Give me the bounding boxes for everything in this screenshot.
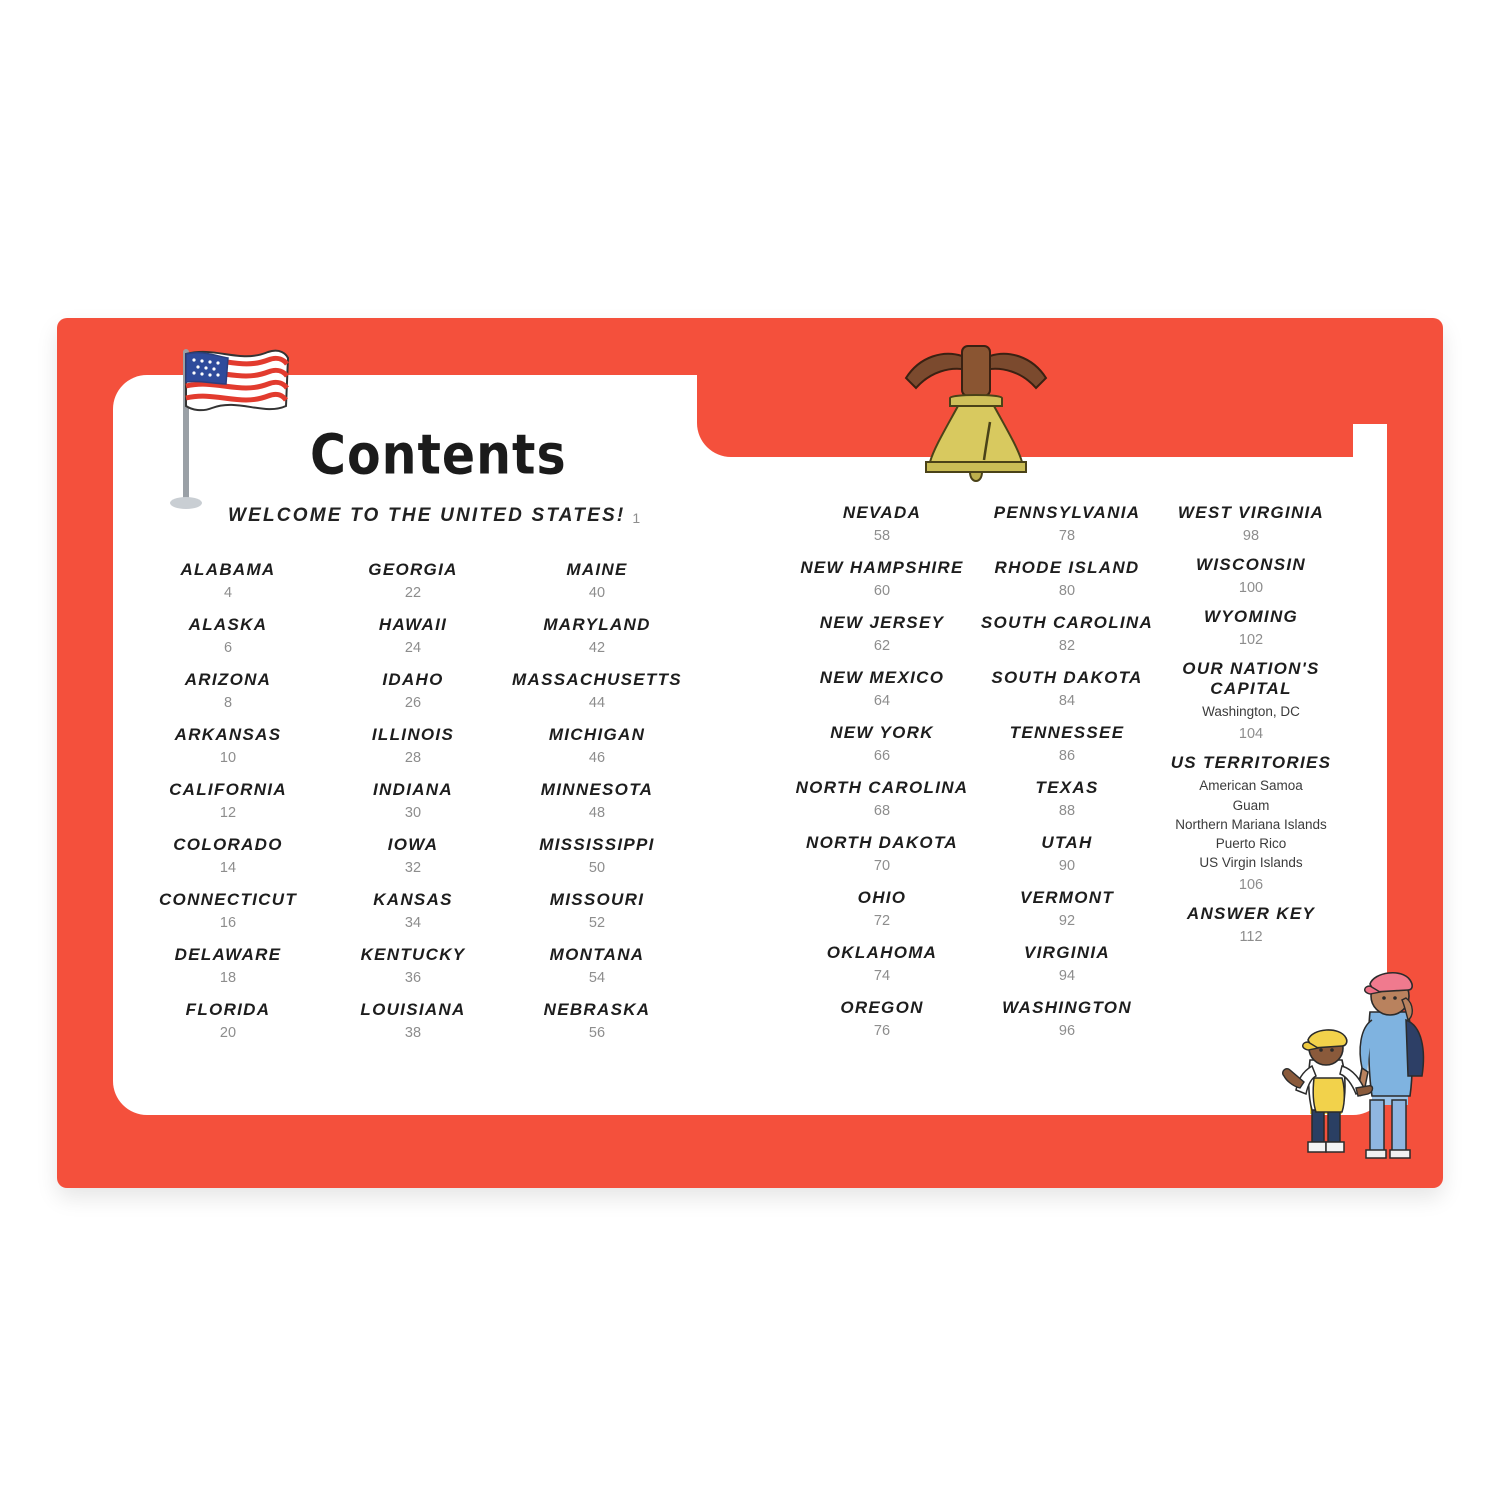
contents-entry-page-number: 28 bbox=[404, 750, 422, 767]
contents-entry-page-number: 4 bbox=[223, 585, 233, 602]
contents-entry-title: PENNSYLVANIA bbox=[993, 503, 1141, 522]
contents-entry[interactable] bbox=[782, 888, 982, 929]
contents-entry[interactable] bbox=[128, 615, 328, 656]
contents-entry-page-number: 84 bbox=[1058, 693, 1076, 710]
contents-entry[interactable] bbox=[128, 670, 328, 711]
contents-entry-page-number: 88 bbox=[1058, 803, 1076, 820]
contents-entry[interactable] bbox=[128, 780, 328, 821]
contents-entry-page-number: 72 bbox=[873, 913, 891, 930]
contents-entry[interactable] bbox=[782, 558, 982, 599]
contents-column-6 bbox=[1151, 503, 1351, 956]
contents-entry-page-number: 42 bbox=[588, 640, 606, 657]
contents-entry-subitems: Washington, DC bbox=[1202, 704, 1300, 720]
contents-entry-title: ANSWER KEY bbox=[1186, 904, 1316, 924]
contents-entry[interactable] bbox=[1151, 753, 1351, 893]
contents-entry-subitems: American Samoa Guam Northern Mariana Islands Puerto Rico US Virgin Islands bbox=[1175, 778, 1327, 871]
contents-entry[interactable] bbox=[1151, 503, 1351, 544]
contents-entry-title: NEW JERSEY bbox=[819, 613, 945, 633]
contents-entry[interactable] bbox=[313, 560, 513, 601]
contents-entry-title: TENNESSEE bbox=[1009, 723, 1125, 743]
contents-entry[interactable] bbox=[782, 833, 982, 874]
contents-entry-page-number: 12 bbox=[219, 805, 237, 822]
contents-entry-title: LOUISIANA bbox=[360, 1000, 466, 1020]
contents-entry-title: NEW YORK bbox=[830, 723, 934, 743]
contents-entry-page-number: 82 bbox=[1058, 638, 1076, 655]
contents-entry-page-number: 112 bbox=[1239, 929, 1263, 946]
contents-entry-title: COLORADO bbox=[173, 835, 283, 855]
contents-entry-title: NEVADA bbox=[842, 503, 922, 522]
contents-entry-title: MICHIGAN bbox=[548, 725, 646, 745]
contents-entry-title: US TERRITORIES bbox=[1170, 753, 1332, 773]
contents-entry-page-number: 30 bbox=[404, 805, 422, 822]
contents-entry-page-number: 48 bbox=[588, 805, 606, 822]
contents-entry-title: WEST VIRGINIA bbox=[1177, 503, 1325, 522]
contents-entry[interactable] bbox=[967, 503, 1167, 544]
contents-entry-page-number: 46 bbox=[588, 750, 606, 767]
contents-entry-page-number: 16 bbox=[219, 915, 237, 932]
contents-entry-page-number: 36 bbox=[404, 970, 422, 987]
contents-entry-page-number: 44 bbox=[588, 695, 606, 712]
contents-entry-page-number: 70 bbox=[873, 858, 891, 875]
contents-entry[interactable] bbox=[1151, 659, 1351, 742]
contents-entry-page-number: 34 bbox=[404, 915, 422, 932]
contents-entry-page-number: 38 bbox=[404, 1025, 422, 1042]
contents-entry[interactable] bbox=[782, 998, 982, 1039]
contents-entry-page-number: 100 bbox=[1238, 580, 1264, 597]
contents-entry-title: MISSISSIPPI bbox=[539, 835, 655, 855]
contents-entry[interactable] bbox=[128, 1000, 328, 1041]
contents-entry[interactable] bbox=[967, 943, 1167, 984]
contents-entry-title: NEW MEXICO bbox=[819, 668, 945, 688]
contents-entry-page-number: 98 bbox=[1242, 528, 1260, 545]
contents-entry-title: MARYLAND bbox=[543, 615, 651, 635]
contents-entry-title: GEORGIA bbox=[368, 560, 458, 579]
page-title: Contents bbox=[310, 423, 567, 487]
contents-entry[interactable] bbox=[128, 725, 328, 766]
contents-entry-title: IDAHO bbox=[382, 670, 444, 690]
contents-entry-title: NEW HAMPSHIRE bbox=[800, 558, 964, 578]
contents-entry-title: VERMONT bbox=[1019, 888, 1115, 908]
contents-entry[interactable] bbox=[313, 725, 513, 766]
contents-entry[interactable] bbox=[782, 668, 982, 709]
contents-entry-title: MAINE bbox=[566, 560, 628, 579]
contents-entry-title: ALASKA bbox=[188, 615, 268, 635]
contents-entry-title: NEBRASKA bbox=[543, 1000, 651, 1020]
contents-column-1 bbox=[128, 560, 328, 1055]
contents-entry[interactable] bbox=[782, 723, 982, 764]
contents-entry-page-number: 58 bbox=[873, 528, 891, 545]
contents-entry-page-number: 94 bbox=[1058, 968, 1076, 985]
welcome-entry[interactable] bbox=[228, 505, 640, 527]
contents-entry-page-number: 60 bbox=[873, 583, 891, 600]
contents-entry[interactable] bbox=[313, 835, 513, 876]
contents-column-5 bbox=[967, 503, 1167, 1053]
contents-entry-page-number: 24 bbox=[404, 640, 422, 657]
contents-entry-page-number: 76 bbox=[873, 1023, 891, 1040]
contents-entry-page-number: 90 bbox=[1058, 858, 1076, 875]
liberty-bell-icon bbox=[886, 336, 1066, 496]
contents-entry[interactable] bbox=[967, 778, 1167, 819]
contents-entry[interactable] bbox=[497, 670, 697, 711]
contents-entry-page-number: 74 bbox=[873, 968, 891, 985]
contents-entry-page-number: 22 bbox=[404, 585, 422, 602]
contents-entry-title: TEXAS bbox=[1035, 778, 1099, 798]
contents-entry-title: VIRGINIA bbox=[1024, 943, 1110, 963]
welcome-page-number: 1 bbox=[632, 510, 641, 526]
contents-entry[interactable] bbox=[313, 780, 513, 821]
contents-entry[interactable] bbox=[967, 723, 1167, 764]
contents-entry[interactable] bbox=[128, 835, 328, 876]
contents-entry-page-number: 66 bbox=[873, 748, 891, 765]
contents-entry-title: MASSACHUSETTS bbox=[512, 670, 682, 690]
contents-entry-title: KANSAS bbox=[373, 890, 453, 910]
welcome-label: WELCOME TO THE UNITED STATES! bbox=[228, 505, 626, 526]
contents-entry[interactable] bbox=[497, 780, 697, 821]
contents-entry-title: OKLAHOMA bbox=[826, 943, 938, 963]
contents-entry-page-number: 50 bbox=[588, 860, 606, 877]
contents-entry[interactable] bbox=[497, 890, 697, 931]
contents-entry-page-number: 18 bbox=[219, 970, 237, 987]
panel-notch-corner bbox=[1347, 457, 1387, 497]
parent-and-child-illustration bbox=[1280, 900, 1450, 1165]
contents-entry[interactable] bbox=[497, 835, 697, 876]
contents-entry[interactable] bbox=[967, 668, 1167, 709]
contents-entry-page-number: 102 bbox=[1238, 632, 1264, 649]
contents-entry-title: MISSOURI bbox=[549, 890, 645, 910]
contents-entry[interactable] bbox=[1151, 555, 1351, 596]
contents-entry[interactable] bbox=[782, 778, 982, 819]
contents-entry-page-number: 20 bbox=[219, 1025, 237, 1042]
contents-entry-title: OHIO bbox=[857, 888, 907, 908]
contents-entry[interactable] bbox=[497, 615, 697, 656]
contents-entry-page-number: 10 bbox=[219, 750, 237, 767]
contents-entry-title: WASHINGTON bbox=[1002, 998, 1132, 1018]
contents-entry[interactable] bbox=[967, 998, 1167, 1039]
contents-entry-page-number: 40 bbox=[588, 585, 606, 602]
contents-entry-page-number: 92 bbox=[1058, 913, 1076, 930]
contents-entry-page-number: 52 bbox=[588, 915, 606, 932]
contents-entry-page-number: 32 bbox=[404, 860, 422, 877]
contents-entry[interactable] bbox=[782, 943, 982, 984]
contents-entry-title: DELAWARE bbox=[174, 945, 282, 965]
contents-entry-title: OUR NATION'S CAPITAL bbox=[1182, 659, 1320, 699]
contents-entry[interactable] bbox=[967, 833, 1167, 874]
contents-entry-title: UTAH bbox=[1041, 833, 1093, 853]
contents-entry-title: NORTH DAKOTA bbox=[806, 833, 958, 853]
contents-entry-page-number: 78 bbox=[1058, 528, 1076, 545]
contents-entry[interactable] bbox=[497, 560, 697, 601]
contents-entry-page-number: 62 bbox=[873, 638, 891, 655]
contents-entry-title: RHODE ISLAND bbox=[994, 558, 1140, 578]
contents-entry-title: ARKANSAS bbox=[174, 725, 282, 745]
contents-entry-title: ILLINOIS bbox=[371, 725, 455, 745]
contents-entry-title: HAWAII bbox=[378, 615, 448, 635]
contents-entry-title: IOWA bbox=[387, 835, 439, 855]
contents-entry[interactable] bbox=[497, 945, 697, 986]
contents-entry-page-number: 104 bbox=[1238, 726, 1264, 743]
contents-column-3 bbox=[497, 560, 697, 1055]
contents-entry-title: NORTH CAROLINA bbox=[795, 778, 969, 798]
contents-entry-page-number: 14 bbox=[219, 860, 237, 877]
contents-entry-page-number: 56 bbox=[588, 1025, 606, 1042]
contents-entry-title: CONNECTICUT bbox=[158, 890, 297, 910]
contents-entry-title: OREGON bbox=[840, 998, 924, 1018]
contents-entry-title: WISCONSIN bbox=[1196, 555, 1306, 575]
contents-entry[interactable] bbox=[782, 613, 982, 654]
contents-entry-title: FLORIDA bbox=[185, 1000, 271, 1020]
contents-entry-title: CALIFORNIA bbox=[169, 780, 287, 800]
contents-entry-title: MONTANA bbox=[549, 945, 645, 965]
contents-entry[interactable] bbox=[497, 1000, 697, 1041]
contents-entry[interactable] bbox=[1151, 607, 1351, 648]
contents-entry-page-number: 68 bbox=[873, 803, 891, 820]
contents-entry-title: SOUTH CAROLINA bbox=[980, 613, 1154, 633]
contents-entry[interactable] bbox=[313, 890, 513, 931]
contents-entry-title: SOUTH DAKOTA bbox=[991, 668, 1143, 688]
contents-entry-page-number: 8 bbox=[223, 695, 233, 712]
contents-entry-title: WYOMING bbox=[1203, 607, 1299, 627]
contents-entry[interactable] bbox=[967, 613, 1167, 654]
contents-entry[interactable] bbox=[128, 890, 328, 931]
contents-entry[interactable] bbox=[967, 888, 1167, 929]
contents-entry-page-number: 80 bbox=[1058, 583, 1076, 600]
contents-entry-title: INDIANA bbox=[373, 780, 453, 800]
contents-entry-page-number: 86 bbox=[1058, 748, 1076, 765]
contents-entry[interactable] bbox=[497, 725, 697, 766]
contents-entry[interactable] bbox=[313, 945, 513, 986]
contents-entry-title: ARIZONA bbox=[184, 670, 272, 690]
contents-entry[interactable] bbox=[128, 560, 328, 601]
contents-entry-page-number: 106 bbox=[1238, 877, 1264, 894]
contents-column-4 bbox=[782, 503, 982, 1053]
contents-entry-title: MINNESOTA bbox=[540, 780, 654, 800]
contents-entry-title: KENTUCKY bbox=[360, 945, 466, 965]
contents-entry[interactable] bbox=[313, 1000, 513, 1041]
contents-entry[interactable] bbox=[782, 503, 982, 544]
contents-entry-page-number: 96 bbox=[1058, 1023, 1076, 1040]
contents-entry[interactable] bbox=[313, 615, 513, 656]
contents-entry-page-number: 26 bbox=[404, 695, 422, 712]
contents-entry[interactable] bbox=[128, 945, 328, 986]
contents-entry[interactable] bbox=[967, 558, 1167, 599]
american-flag-icon bbox=[168, 340, 298, 520]
contents-column-2 bbox=[313, 560, 513, 1055]
contents-entry-title: ALABAMA bbox=[180, 560, 276, 579]
contents-entry-page-number: 6 bbox=[223, 640, 233, 657]
contents-entry[interactable] bbox=[313, 670, 513, 711]
contents-entry-page-number: 64 bbox=[873, 693, 891, 710]
contents-entry-page-number: 54 bbox=[588, 970, 606, 987]
